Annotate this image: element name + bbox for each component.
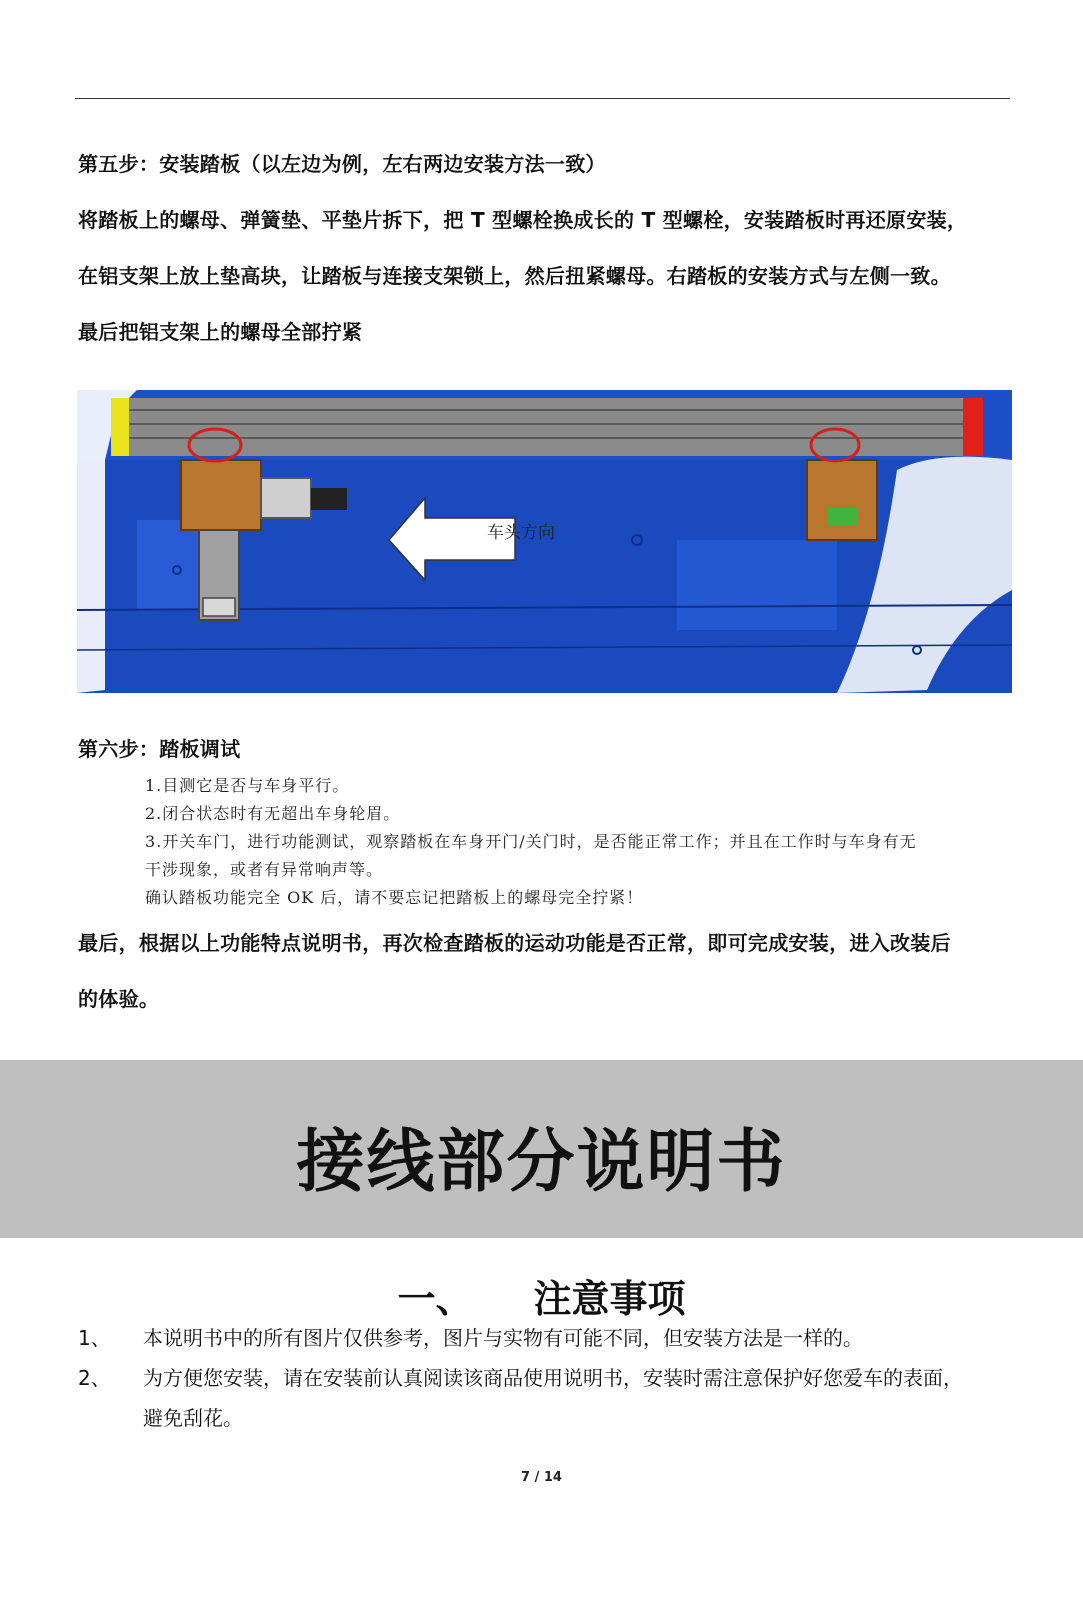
note-2-text-cont: 避免刮花。 [143, 1406, 243, 1430]
left-support-plate [203, 598, 235, 616]
step6-item-2: 2.闭合状态时有无超出车身轮眉。 [145, 804, 401, 823]
motor-housing [261, 478, 311, 518]
step5-line-3: 最后把铝支架上的螺母全部拧紧 [78, 320, 363, 344]
right-bracket [807, 460, 877, 540]
step6-item-1: 1.目测它是否与车身平行。 [145, 776, 350, 795]
motor [311, 488, 347, 510]
right-bracket-clip [827, 508, 857, 526]
step6-item-3: 3.开关车门，进行功能测试，观察踏板在车身开门/关门时，是否能正常工作；并且在工作时与车身有无 [145, 832, 917, 851]
running-board-diagram [77, 390, 1012, 693]
step6-item-3-cont: 干涉现象，或者有异常响声等。 [145, 860, 384, 879]
step5-title: 第五步：安装踏板（以左边为例，左右两边安装方法一致） [78, 152, 606, 176]
step5-line-2: 在铝支架上放上垫高块，让踏板与连接支架锁上，然后扭紧螺母。右踏板的安装方式与左侧一致。 [78, 264, 951, 288]
section-banner [0, 1060, 1083, 1238]
section-title: 注意事项 [533, 1277, 686, 1321]
left-end-cap [111, 398, 129, 456]
right-end-cap [963, 398, 983, 456]
section-number: 一、 [397, 1277, 474, 1321]
final-line-1: 最后，根据以上功能特点说明书，再次检查踏板的运动功能是否正常，即可完成安装，进入改装后 [78, 931, 951, 955]
final-line-2: 的体验。 [78, 987, 160, 1011]
step5-line-1: 将踏板上的螺母、弹簧垫、平垫片拆下，把 T 型螺栓换成长的 T 型螺栓，安装踏板时再还原安装， [78, 208, 968, 232]
arrow-label: 车头方向 [487, 523, 555, 543]
left-bracket [181, 460, 261, 530]
section-heading [0, 1268, 1083, 1323]
note-2-number: 2、 [78, 1366, 111, 1390]
header-rule [75, 98, 1010, 99]
panel-right [677, 540, 837, 630]
step6-confirm: 确认踏板功能完全 OK 后，请不要忘记把踏板上的螺母完全拧紧！ [145, 888, 644, 907]
running-board [117, 398, 977, 456]
step6-title: 第六步：踏板调试 [78, 737, 241, 761]
banner-title: 接线部分说明书 [296, 1123, 787, 1202]
note-1-text: 本说明书中的所有图片仅供参考，图片与实物有可能不同，但安装方法是一样的。 [143, 1326, 863, 1350]
page-number: 7 / 14 [521, 1470, 562, 1485]
note-2-text: 为方便您安装，请在安装前认真阅读该商品使用说明书，安装时需注意保护好您爱车的表面， [143, 1366, 963, 1390]
note-1-number: 1、 [78, 1326, 111, 1350]
